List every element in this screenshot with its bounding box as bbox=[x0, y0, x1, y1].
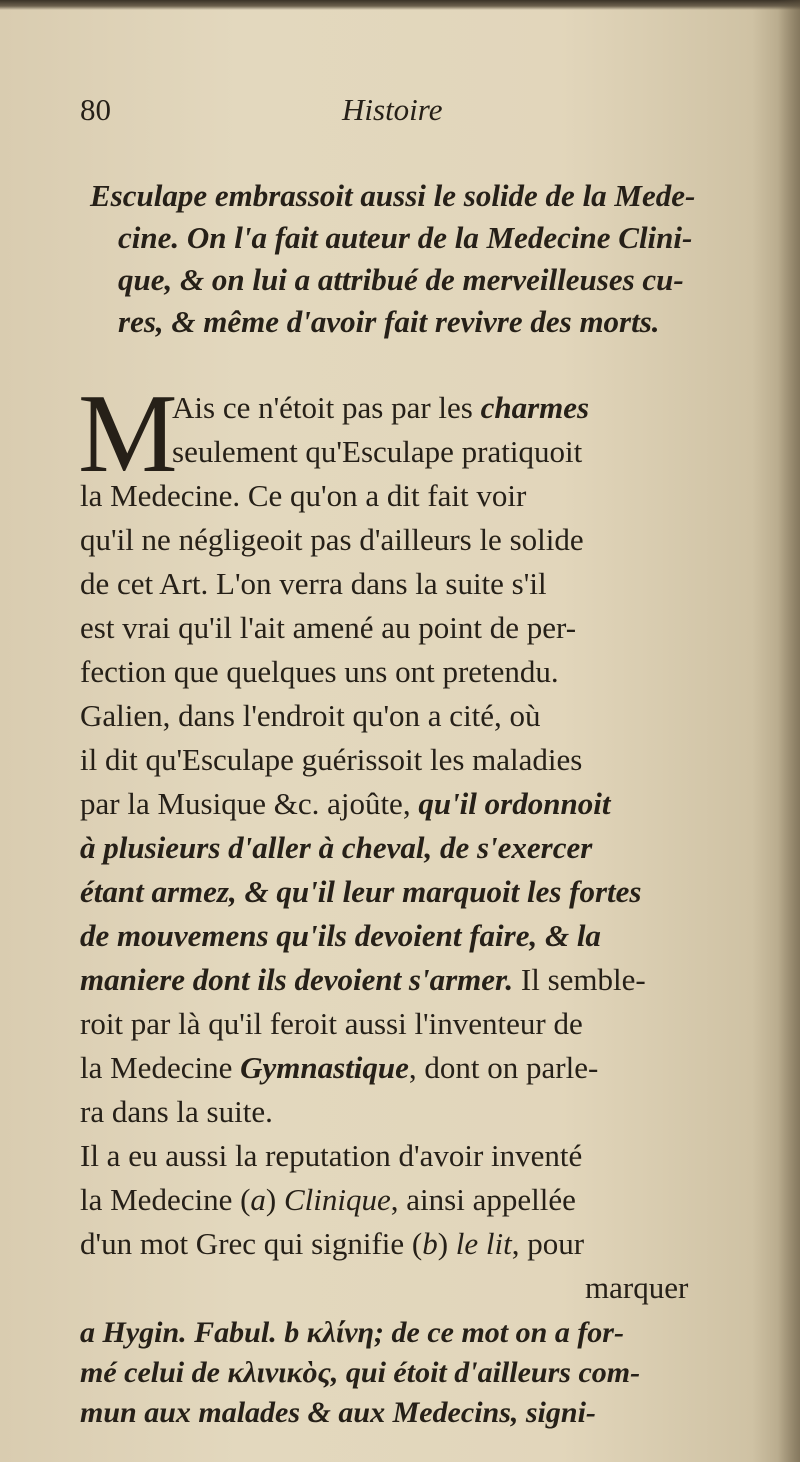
text-line bbox=[172, 392, 589, 423]
catchword: marquer bbox=[585, 1270, 689, 1305]
text-span: , ainsi appellée bbox=[390, 1182, 576, 1217]
footnote-line: mé celui de κλινικὸς, qui étoit d'ailleurs com- bbox=[80, 1356, 641, 1389]
text-line bbox=[80, 1184, 576, 1215]
text-line bbox=[80, 964, 646, 995]
page-top-edge bbox=[0, 0, 800, 10]
quote-line: Esculape embrassoit aussi le solide de la Mede- bbox=[90, 178, 696, 213]
text-span: Il semble- bbox=[513, 962, 646, 997]
quote-line: res, & même d'avoir fait revivre des morts. bbox=[118, 304, 660, 339]
text-line: est vrai qu'il l'ait amené au point de per- bbox=[80, 610, 577, 645]
quote-line: cine. On l'a fait auteur de la Medecine Clini- bbox=[118, 220, 693, 255]
text-line bbox=[80, 1052, 598, 1083]
text-span: Ais ce n'étoit pas par les bbox=[172, 390, 481, 425]
text-line: il dit qu'Esculape guérissoit les maladies bbox=[80, 742, 583, 777]
text-span: par la Musique &c. ajoûte, bbox=[80, 786, 419, 821]
text-line: de cet Art. L'on verra dans la suite s'il bbox=[80, 566, 547, 601]
italic-span: le lit bbox=[455, 1226, 512, 1261]
italic-line: de mouvemens qu'ils devoient faire, & la bbox=[80, 918, 601, 953]
text-line: roit par là qu'il feroit aussi l'inventeur de bbox=[80, 1006, 583, 1041]
italic-span: qu'il ordonnoit bbox=[418, 786, 611, 821]
running-title: Histoire bbox=[342, 92, 443, 127]
page-number: 80 bbox=[80, 92, 111, 127]
text-line: la Medecine. Ce qu'on a dit fait voir bbox=[80, 478, 527, 513]
text-line: fection que quelques uns ont pretendu. bbox=[80, 654, 559, 689]
note-ref-b: b bbox=[422, 1226, 438, 1261]
text-span: d'un mot Grec qui signifie ( bbox=[80, 1226, 423, 1261]
page-gutter-shadow bbox=[778, 0, 800, 1462]
drop-cap: M bbox=[78, 372, 178, 496]
text-span: , pour bbox=[511, 1226, 585, 1261]
text-span: ) bbox=[437, 1226, 456, 1261]
text-line: ra dans la suite. bbox=[80, 1094, 273, 1129]
text-span: la Medecine ( bbox=[80, 1182, 251, 1217]
text-span: , dont on parle- bbox=[408, 1050, 599, 1085]
footnote-line: a Hygin. Fabul. b κλίνη; de ce mot on a for- bbox=[80, 1316, 624, 1349]
text-line: Galien, dans l'endroit qu'on a cité, où bbox=[80, 698, 541, 733]
italic-line: à plusieurs d'aller à cheval, de s'exercer bbox=[80, 830, 593, 865]
italic-span: maniere dont ils devoient s'armer. bbox=[80, 962, 514, 997]
text-line: qu'il ne négligeoit pas d'ailleurs le solide bbox=[80, 522, 584, 557]
note-ref-a: a bbox=[250, 1182, 266, 1217]
italic-span: Gymnastique bbox=[240, 1050, 409, 1085]
text-span: ) bbox=[265, 1182, 284, 1217]
quote-line: que, & on lui a attribué de merveilleuses cu- bbox=[118, 262, 684, 297]
text-line: seulement qu'Esculape pratiquoit bbox=[172, 434, 583, 469]
italic-line: étant armez, & qu'il leur marquoit les fortes bbox=[80, 874, 642, 909]
text-span: la Medecine bbox=[80, 1050, 241, 1085]
page-header bbox=[80, 92, 680, 132]
text-line: Il a eu aussi la reputation d'avoir inventé bbox=[80, 1138, 583, 1173]
text-line bbox=[80, 788, 610, 819]
italic-span: charmes bbox=[480, 390, 590, 425]
italic-span: Clinique bbox=[284, 1182, 391, 1217]
text-line bbox=[80, 1228, 584, 1259]
footnote-line: mun aux malades & aux Medecins, signi- bbox=[80, 1396, 596, 1429]
